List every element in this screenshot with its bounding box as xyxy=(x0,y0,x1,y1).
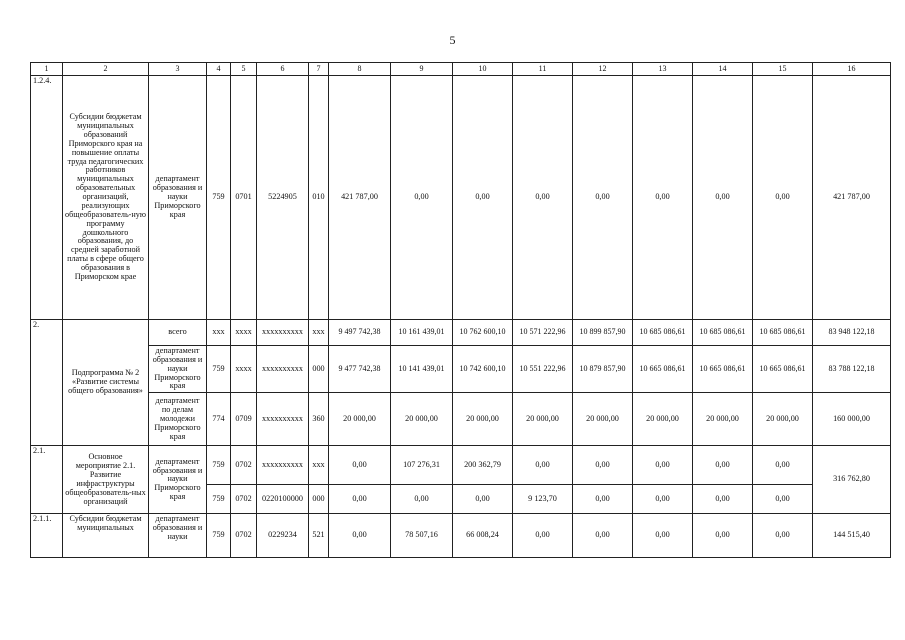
value-cell: 0,00 xyxy=(391,485,453,514)
expense-code: xxx xyxy=(309,320,329,346)
value-cell: 10 685 086,61 xyxy=(693,320,753,346)
value-cell: 20 000,00 xyxy=(329,393,391,446)
value-cell: 20 000,00 xyxy=(573,393,633,446)
value-cell: 9 497 742,38 xyxy=(329,320,391,346)
grbs-code: xxx xyxy=(207,320,231,346)
section-code: xxxx xyxy=(231,320,257,346)
row-name: Субсидии бюджетам муниципальных xyxy=(63,514,149,558)
expense-code: 000 xyxy=(309,346,329,393)
grbs-code: 774 xyxy=(207,393,231,446)
value-cell: 20 000,00 xyxy=(753,393,813,446)
value-cell: 10 685 086,61 xyxy=(753,320,813,346)
target-code: 5224905 xyxy=(257,76,309,320)
table-row xyxy=(31,320,891,346)
value-cell: 10 571 222,96 xyxy=(513,320,573,346)
value-cell: 20 000,00 xyxy=(453,393,513,446)
row-executor: департамент образования и науки Приморского края xyxy=(149,76,207,320)
target-code: xxxxxxxxxx xyxy=(257,320,309,346)
value-cell: 0,00 xyxy=(633,76,693,320)
page-number: 5 xyxy=(449,33,456,47)
value-cell: 66 008,24 xyxy=(453,514,513,558)
total-cell: 421 787,00 xyxy=(813,76,891,320)
header-cell: 1 xyxy=(31,63,63,76)
header-row xyxy=(31,63,891,76)
value-cell: 0,00 xyxy=(753,485,813,514)
section-code: 0709 xyxy=(231,393,257,446)
header-cell: 9 xyxy=(391,63,453,76)
value-cell: 0,00 xyxy=(633,446,693,485)
section-code: 0702 xyxy=(231,514,257,558)
section-code: 0702 xyxy=(231,485,257,514)
value-cell: 107 276,31 xyxy=(391,446,453,485)
grbs-code: 759 xyxy=(207,76,231,320)
total-cell: 160 000,00 xyxy=(813,393,891,446)
target-code: xxxxxxxxxx xyxy=(257,346,309,393)
value-cell: 0,00 xyxy=(453,76,513,320)
header-cell: 15 xyxy=(753,63,813,76)
header-cell: 6 xyxy=(257,63,309,76)
row-number: 1.2.4. xyxy=(31,76,63,320)
value-cell: 10 551 222,96 xyxy=(513,346,573,393)
grbs-code: 759 xyxy=(207,446,231,485)
value-cell: 421 787,00 xyxy=(329,76,391,320)
value-cell: 9 477 742,38 xyxy=(329,346,391,393)
value-cell: 0,00 xyxy=(633,514,693,558)
value-cell: 20 000,00 xyxy=(693,393,753,446)
value-cell: 20 000,00 xyxy=(633,393,693,446)
section-code: xxxx xyxy=(231,346,257,393)
header-cell: 4 xyxy=(207,63,231,76)
header-cell: 12 xyxy=(573,63,633,76)
header-cell: 8 xyxy=(329,63,391,76)
header-cell: 10 xyxy=(453,63,513,76)
value-cell: 10 161 439,01 xyxy=(391,320,453,346)
total-cell: 83 788 122,18 xyxy=(813,346,891,393)
value-cell: 0,00 xyxy=(329,485,391,514)
row-name: Подпрограмма № 2 «Развитие системы общего образования» xyxy=(63,320,149,446)
row-number: 2.1. xyxy=(31,446,63,514)
value-cell: 0,00 xyxy=(693,76,753,320)
target-code: xxxxxxxxxx xyxy=(257,393,309,446)
header-cell: 3 xyxy=(149,63,207,76)
value-cell: 0,00 xyxy=(753,514,813,558)
header-cell: 5 xyxy=(231,63,257,76)
value-cell: 20 000,00 xyxy=(513,393,573,446)
value-cell: 0,00 xyxy=(633,485,693,514)
row-executor: департамент по делам молодежи Приморского края xyxy=(149,393,207,446)
expense-code: 000 xyxy=(309,485,329,514)
value-cell: 20 000,00 xyxy=(391,393,453,446)
value-cell: 10 762 600,10 xyxy=(453,320,513,346)
value-cell: 0,00 xyxy=(693,485,753,514)
value-cell: 10 665 086,61 xyxy=(633,346,693,393)
header-cell: 14 xyxy=(693,63,753,76)
value-cell: 10 742 600,10 xyxy=(453,346,513,393)
value-cell: 0,00 xyxy=(693,514,753,558)
value-cell: 0,00 xyxy=(513,514,573,558)
grbs-code: 759 xyxy=(207,514,231,558)
value-cell: 200 362,79 xyxy=(453,446,513,485)
total-cell: 83 948 122,18 xyxy=(813,320,891,346)
value-cell: 9 123,70 xyxy=(513,485,573,514)
table-row xyxy=(31,346,891,393)
table-row xyxy=(31,76,891,320)
value-cell: 0,00 xyxy=(329,514,391,558)
row-number: 2. xyxy=(31,320,63,446)
grbs-code: 759 xyxy=(207,346,231,393)
table-row xyxy=(31,514,891,558)
value-cell: 0,00 xyxy=(453,485,513,514)
value-cell: 0,00 xyxy=(573,514,633,558)
value-cell: 10 685 086,61 xyxy=(633,320,693,346)
expense-code: 360 xyxy=(309,393,329,446)
value-cell: 10 879 857,90 xyxy=(573,346,633,393)
value-cell: 78 507,16 xyxy=(391,514,453,558)
header-cell: 11 xyxy=(513,63,573,76)
section-code: 0702 xyxy=(231,446,257,485)
header-cell: 16 xyxy=(813,63,891,76)
value-cell: 0,00 xyxy=(513,76,573,320)
total-cell: 144 515,40 xyxy=(813,514,891,558)
value-cell: 0,00 xyxy=(573,76,633,320)
row-executor: департамент образования и науки xyxy=(149,514,207,558)
value-cell: 0,00 xyxy=(753,446,813,485)
value-cell: 10 141 439,01 xyxy=(391,346,453,393)
value-cell: 0,00 xyxy=(329,446,391,485)
total-cell: 316 762,80 xyxy=(813,446,891,514)
value-cell: 0,00 xyxy=(573,446,633,485)
target-code: 0220100000 xyxy=(257,485,309,514)
value-cell: 0,00 xyxy=(573,485,633,514)
section-code: 0701 xyxy=(231,76,257,320)
header-cell: 2 xyxy=(63,63,149,76)
value-cell: 0,00 xyxy=(753,76,813,320)
expense-code: 010 xyxy=(309,76,329,320)
table-row xyxy=(31,393,891,446)
header-cell: 13 xyxy=(633,63,693,76)
row-executor: департамент образования и науки Приморского края xyxy=(149,346,207,393)
value-cell: 10 899 857,90 xyxy=(573,320,633,346)
grbs-code: 759 xyxy=(207,485,231,514)
expense-code: 521 xyxy=(309,514,329,558)
value-cell: 0,00 xyxy=(391,76,453,320)
value-cell: 0,00 xyxy=(513,446,573,485)
target-code: 0229234 xyxy=(257,514,309,558)
table-row xyxy=(31,446,891,485)
row-executor: всего xyxy=(149,320,207,346)
value-cell: 10 665 086,61 xyxy=(753,346,813,393)
row-name: Субсидии бюджетам муниципальных образований Приморского края на повышение оплаты труда педагогических работников муниципальных образовательных организаций, реализующих общеобразователь-ную программу дошкольного образования, до средней заработной платы в сфере общего образования в Приморском крае xyxy=(63,76,149,320)
row-number: 2.1.1. xyxy=(31,514,63,558)
header-cell: 7 xyxy=(309,63,329,76)
expense-code: xxx xyxy=(309,446,329,485)
row-name: Основное мероприятие 2.1. Развитие инфраструктуры общеобразователь-ных организаций xyxy=(63,446,149,514)
target-code: xxxxxxxxxx xyxy=(257,446,309,485)
budget-table xyxy=(30,62,891,558)
value-cell: 0,00 xyxy=(693,446,753,485)
row-executor: департамент образования и науки Приморского края xyxy=(149,446,207,514)
value-cell: 10 665 086,61 xyxy=(693,346,753,393)
